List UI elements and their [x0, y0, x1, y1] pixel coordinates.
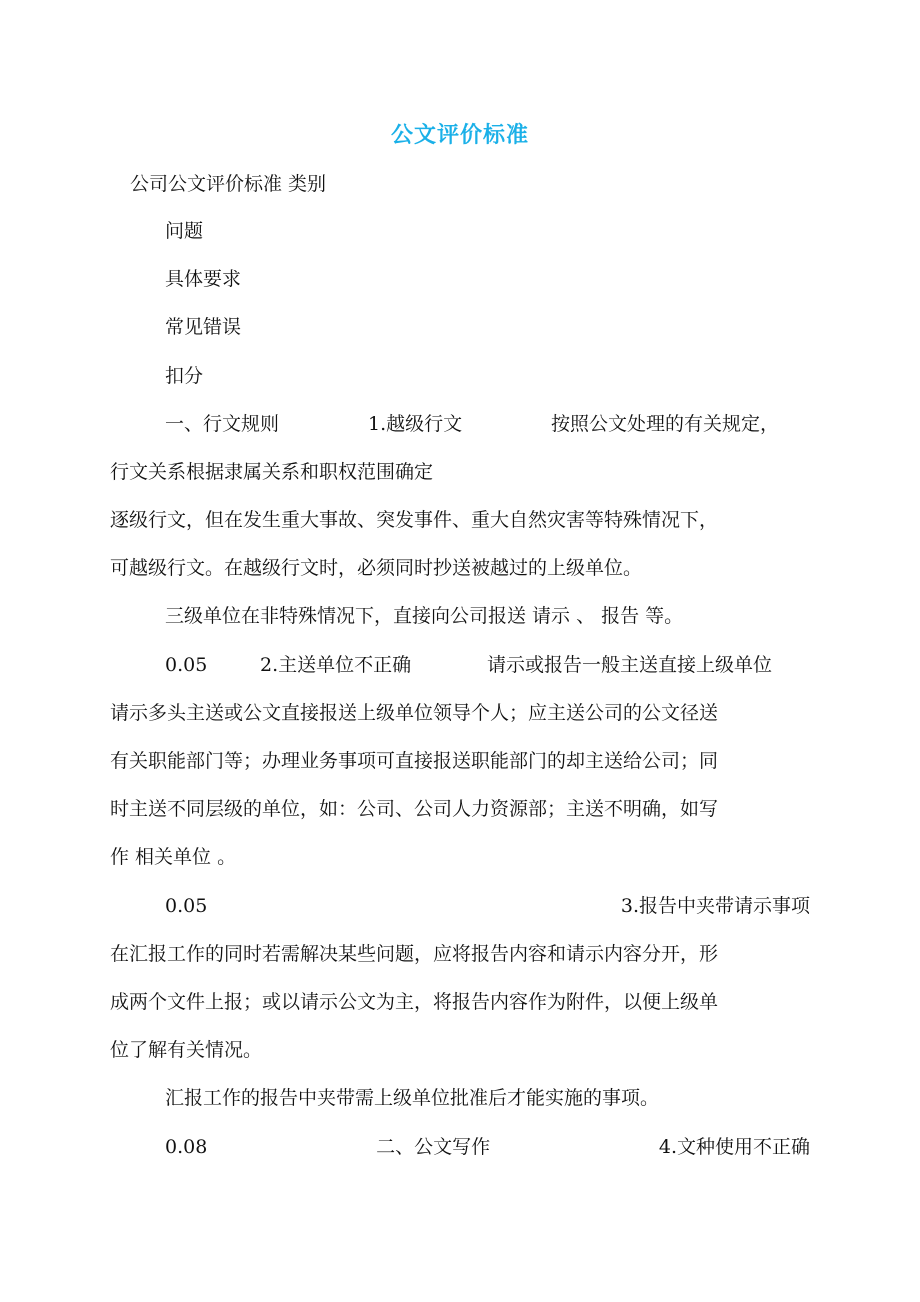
section2-category: 二、公文写作 — [376, 1136, 491, 1158]
item1-requirement-start: 按照公文处理的有关规定， — [551, 413, 780, 435]
section1-row — [165, 412, 810, 436]
item1-error: 三级单位在非特殊情况下，直接向公司报送 请示 、 报告 等。 — [165, 605, 684, 627]
header-requirement: 具体要求 — [165, 268, 242, 290]
item2-title: 2.主送单位不正确 — [260, 654, 412, 676]
item1-requirement-line2: 行文关系根据隶属关系和职权范围确定 — [110, 461, 434, 483]
header-problem: 问题 — [165, 220, 204, 242]
item3-row — [165, 894, 810, 918]
item2-error-line2: 有关职能部门等；办理业务事项可直接报送职能部门的却主送给公司；同 — [110, 750, 719, 772]
item2-error-line4: 作 相关单位 。 — [110, 846, 237, 868]
item1-requirement-line3: 逐级行文，但在发生重大事故、突发事件、重大自然灾害等特殊情况下， — [110, 509, 719, 531]
document-subtitle: 公司公文评价标准 类别 — [130, 173, 327, 195]
document-title: 公文评价标准 — [390, 123, 529, 148]
header-deduction: 扣分 — [165, 365, 204, 387]
item3-title: 3.报告中夹带请示事项 — [620, 895, 810, 917]
item2-error-line1: 请示多头主送或公文直接报送上级单位领导个人；应主送公司的公文径送 — [110, 702, 719, 724]
item1-score: 0.05 — [165, 654, 208, 676]
section1-category: 一、行文规则 — [165, 413, 280, 435]
item2-requirement: 请示或报告一般主送直接上级单位 — [487, 654, 773, 676]
item3-requirement-line3: 位了解有关情况。 — [110, 1039, 263, 1061]
item3-requirement-line1: 在汇报工作的同时若需解决某些问题，应将报告内容和请示内容分开，形 — [110, 943, 719, 965]
item2-score: 0.05 — [165, 895, 208, 917]
item2-row — [165, 653, 810, 677]
item3-error: 汇报工作的报告中夹带需上级单位批准后才能实施的事项。 — [165, 1087, 660, 1109]
item3-requirement-line2: 成两个文件上报；或以请示公文为主，将报告内容作为附件，以便上级单 — [110, 991, 719, 1013]
header-common-error: 常见错误 — [165, 316, 242, 338]
item2-error-line3: 时主送不同层级的单位，如：公司、公司人力资源部；主送不明确，如写 — [110, 798, 719, 820]
item1-title: 1.越级行文 — [368, 413, 463, 435]
section2-row — [165, 1135, 810, 1159]
item3-score: 0.08 — [165, 1136, 208, 1158]
item1-requirement-line4: 可越级行文。在越级行文时，必须同时抄送被越过的上级单位。 — [110, 557, 643, 579]
item4-title: 4.文种使用不正确 — [658, 1136, 810, 1158]
